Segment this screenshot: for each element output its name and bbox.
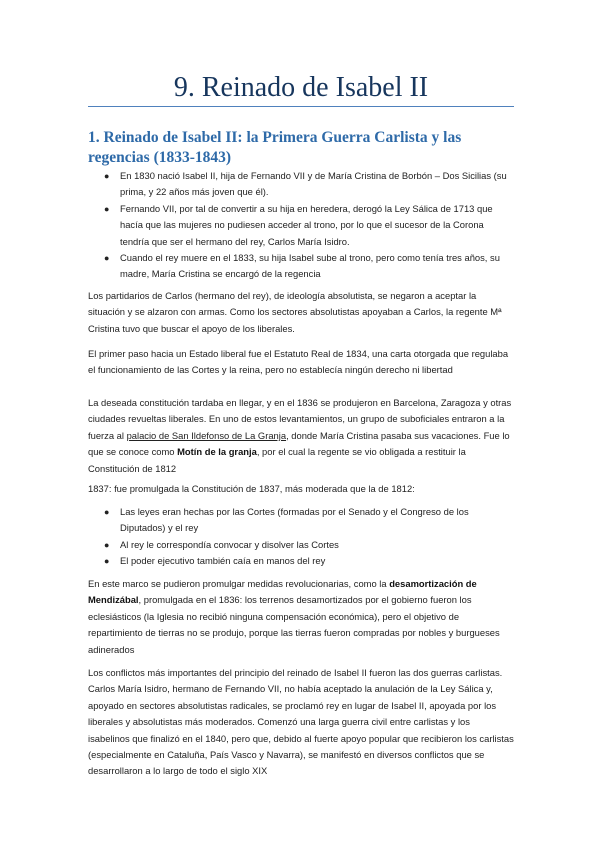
list-item: ● Fernando VII, por tal de convertir a su hija en heredera, derogó la Ley Sálica de 1713 que hacía que las mujeres no pudiesen acceder al trono, por lo que el sucesor de la Corona tendría que ser el hermano del rey, Carlos María Isidro. <box>104 202 493 247</box>
bullet-list-2 <box>88 504 514 570</box>
paragraph: El primer paso hacia un Estado liberal fue el Estatuto Real de 1834, una carta otorgada que regulaba el funcionamiento de las Cortes y la reina, pero no establecía ningún derecho ni libertad <box>88 348 509 376</box>
title-divider <box>88 106 514 107</box>
paragraph: Los conflictos más importantes del principio del reinado de Isabel II fueron las dos guerras carlistas. Carlos María Isidro, hermano de Fernando VII, no había aceptado la anulación de la Ley Sálica y, apoyado en sectores absolutistas radicales, se proclamó rey en lugar de Isabel II, apoyada por los liberales y absolutistas más moderados. Comenzó una larga guerra civil entre carlistas y los isabelinos que finalizó en el 1840, pero que, debido al fuerte apoyo popular que recibieron los carlistas (especialmente en Cataluña, País Vasco y Navarra), se manifestó en diversos conflictos que se desarrollaron a lo largo de todo el siglo XIX <box>88 667 514 777</box>
bullet-list-1 <box>88 168 514 283</box>
section-heading: 1. Reinado de Isabel II: la Primera Guerra Carlista y las regencias (1833-1843) <box>88 129 462 166</box>
list-item: ● Al rey le correspondía convocar y disolver las Cortes <box>88 537 514 553</box>
bullet-icon: ● <box>104 539 110 550</box>
bullet-icon: ● <box>104 171 110 181</box>
list-item: ● Las leyes eran hechas por las Cortes (formadas por el Senado y el Congreso de los Diputados) y el rey <box>104 506 469 534</box>
place-link: palacio de San Ildefonso de La Granja <box>126 429 287 441</box>
list-item: ● Cuando el rey muere en el 1833, su hija Isabel sube al trono, pero como tenía tres años, su madre, María Cristina se encargó de la regencia <box>104 252 500 280</box>
paragraph: La deseada constitución tardaba en llegar, y en el 1836 se produjeron en Barcelona, Zaragoza y otras ciudades revueltas liberales. En uno de estos levantamientos, un grupo de suboficiales entraron a la fuerza al palacio de San Ildefonso de La Granja, donde María Cristina pasaba sus vacaciones. Fue lo que se conoce como Motín de la granja, por el cual la regente se vio obligada a restituir la Constitución de 1812 <box>88 397 512 474</box>
paragraph: Los partidarios de Carlos (hermano del rey), de ideología absolutista, se negaron a aceptar la situación y se alzaron con armas. Como los sectores absolutistas apoyaban a Carlos, la regente Mª Cristina tuvo que buscar el apoyo de los liberales. <box>88 290 502 334</box>
bullet-icon: ● <box>104 203 110 214</box>
paragraph: En este marco se pudieron promulgar medidas revolucionarias, como la desamortización de Mendizábal, promulgada en el 1836: los terrenos desamortizados por el gobierno fueron los eclesiásticos (la Iglesia no recibió ninguna compensación económica), pero el objetivo de repartimiento de tierras no se produjo, porque las tierras fueron compradas por nobles y burgueses adinerados <box>88 578 500 655</box>
list-item: ● El poder ejecutivo también caía en manos del rey <box>88 553 514 569</box>
bold-term: Motín de la granja <box>177 446 257 458</box>
bullet-icon: ● <box>104 556 110 567</box>
paragraph: 1837: fue promulgada la Constitución de 1837, más moderada que la de 1812: <box>88 483 415 494</box>
page-title: 9. Reinado de Isabel II <box>173 72 429 103</box>
bullet-icon: ● <box>104 507 110 517</box>
list-item: ● En 1830 nació Isabel II, hija de Fernando VII y de María Cristina de Borbón – Dos Sicilias (su prima, y 22 años más joven que él). <box>104 170 507 198</box>
bullet-icon: ● <box>104 253 110 264</box>
bold-term: desamortización de Mendizábal <box>88 578 477 606</box>
